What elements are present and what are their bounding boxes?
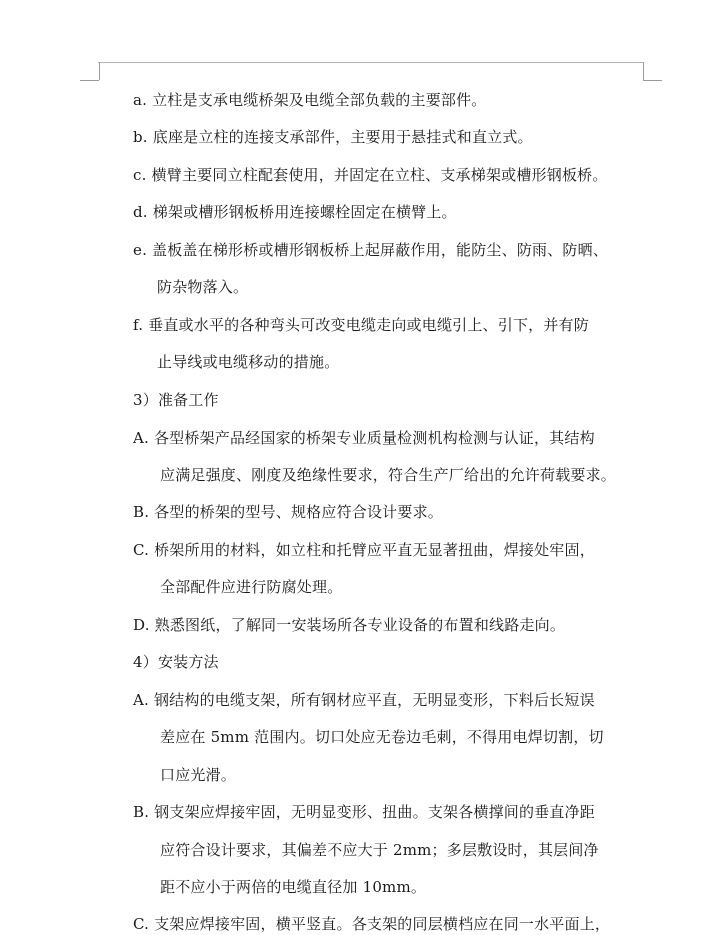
list-text: 距不应小于两倍的电缆直径加 10mm。 [160,878,427,896]
list-text: 底座是立柱的连接支承部件，主要用于悬挂式和直立式。 [152,128,533,146]
list-item-continuation [160,727,604,747]
list-text: 应满足强度、刚度及绝缘性要求，符合生产厂给出的允许荷载要求。 [160,466,617,484]
list-marker: A. [133,429,150,447]
list-item-continuation [160,765,236,785]
list-marker: C. [133,541,150,559]
section-heading-text: 3）准备工作 [133,391,219,409]
list-text: 各型的桥架的型号、规格应符合设计要求。 [154,503,443,521]
list-item [133,202,457,222]
list-item [133,127,533,147]
list-marker: e. [133,241,148,259]
list-item [133,165,608,185]
list-marker: C. [133,915,150,933]
page-top-edge [98,62,644,63]
list-text: 垂直或水平的各种弯头可改变电缆走向或电缆引上、引下，并有防 [148,316,589,334]
page-corner-mark-left-h [80,80,99,82]
section-heading [133,390,219,410]
list-text: 钢支架应焊接牢固，无明显变形、扭曲。支架各横撑间的垂直净距 [154,803,595,821]
list-text: 横臂主要同立柱配套使用，并固定在立柱、支承梯架或槽形钢板桥。 [151,166,608,184]
list-item-continuation [160,577,342,597]
list-item [133,690,595,710]
page-corner-mark-right-h [643,80,662,82]
list-item [133,914,610,934]
list-text: 防杂物落入。 [157,278,249,296]
list-item [133,90,487,110]
list-text: 全部配件应进行防腐处理。 [160,578,343,596]
list-text: 各型桥架产品经国家的桥架专业质量检测机构检测与认证，其结构 [153,429,595,447]
list-text: 梯架或槽形钢板桥用连接螺栓固定在横臂上。 [152,203,457,221]
list-text: 口应光滑。 [160,766,237,784]
list-item-continuation [157,277,248,297]
list-text: 熟悉图纸，了解同一安装场所各专业设备的布置和线路走向。 [154,616,566,634]
list-text: 支架应焊接牢固，横平竖直。各支架的同层横档应在同一水平面上， [154,915,611,933]
list-marker: a. [133,91,148,109]
list-marker: b. [133,128,148,146]
list-item [133,540,595,560]
list-item [133,428,595,448]
list-text: 应符合设计要求，其偏差不应大于 2mm；多层敷设时，其层间净 [160,841,599,859]
list-item-continuation [160,877,426,897]
list-text: 差应在 5mm 范围内。切口处应无卷边毛刺，不得用电焊切割，切 [160,728,604,746]
list-item [133,802,595,822]
list-marker: B. [133,803,150,821]
list-text: 钢结构的电缆支架，所有钢材应平直，无明显变形，下料后长短误 [153,691,595,709]
list-item [133,240,608,260]
list-marker: c. [133,166,147,184]
list-item [133,615,565,635]
list-marker: A. [133,691,150,709]
list-item-continuation [160,465,616,485]
list-marker: d. [133,203,148,221]
list-text: 盖板盖在梯形桥或槽形钢板桥上起屏蔽作用，能防尘、防雨、防晒、 [152,241,609,259]
list-text: 桥架所用的材料，如立柱和托臂应平直无显著扭曲，焊接处牢固， [154,541,595,559]
page-corner-mark-left [98,62,100,80]
page-corner-mark-right [643,62,645,80]
list-item-continuation [160,840,599,860]
list-marker: D. [133,616,150,634]
section-heading [133,652,219,672]
section-heading-text: 4）安装方法 [133,653,219,671]
list-text: 止导线或电缆移动的措施。 [157,353,340,371]
list-text: 立柱是支承电缆桥架及电缆全部负载的主要部件。 [152,91,487,109]
list-item-continuation [157,352,339,372]
list-item [133,502,443,522]
list-item [133,315,589,335]
list-marker: B. [133,503,150,521]
list-marker: f. [133,316,144,334]
